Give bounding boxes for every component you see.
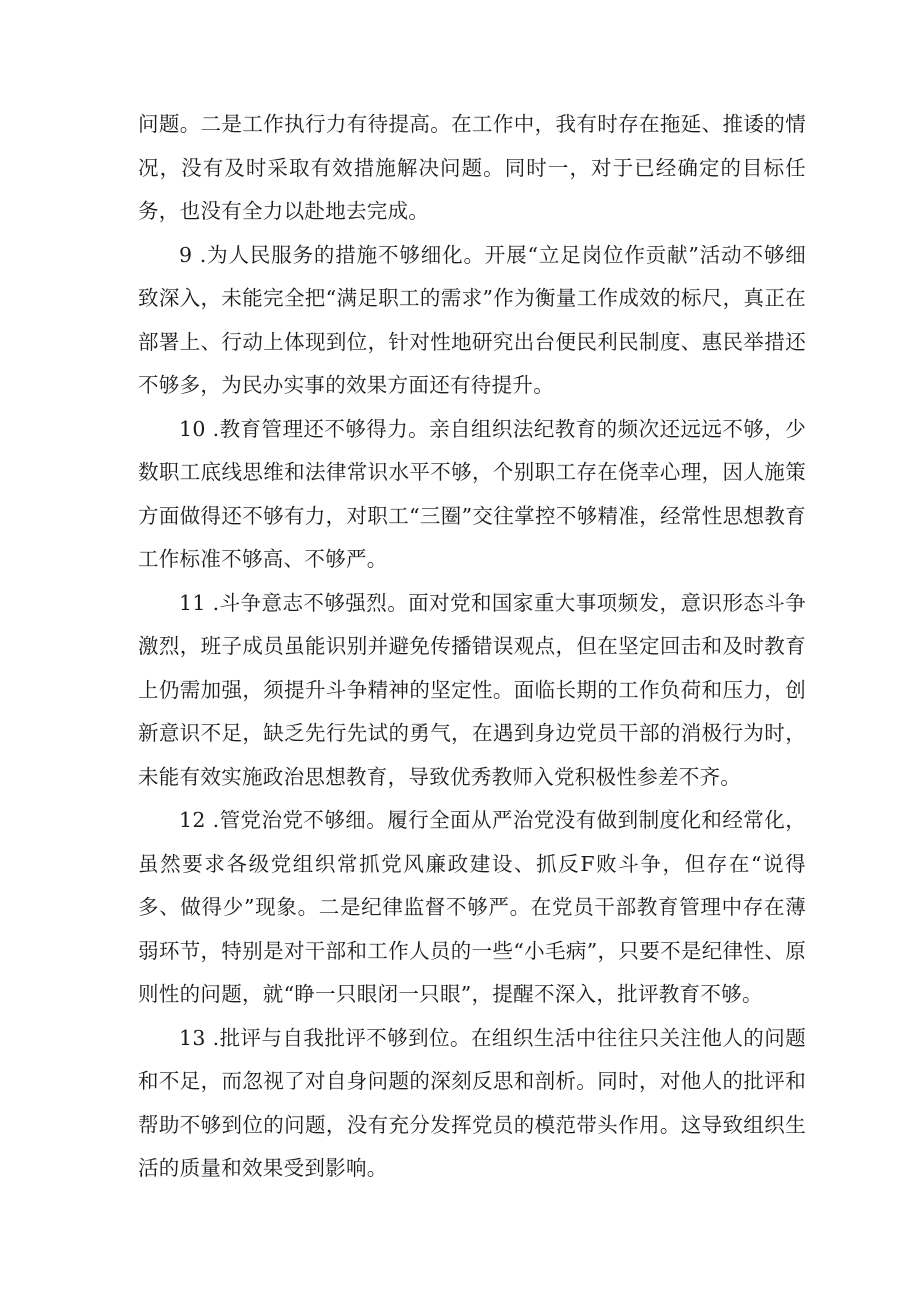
document-body xyxy=(138,103,806,1191)
paragraph-item-12: 12 .管党治党不够细。履行全面从严治党没有做到制度化和经常化，虽然要求各级党组织常抓党风廉政建设、抓反F败斗争，但存在“说得多、做得少”现象。二是纪律监督不够严。在党员干部教育管理中存在薄弱环节，特别是对干部和工作人员的一些“小毛病”，只要不是纪律性、原则性的问题，就“睁一只眼闭一只眼”，提醒不深入，批评教育不够。 xyxy=(138,808,806,1006)
paragraph-continuation: 问题。二是工作执行力有待提高。在工作中，我有时存在拖延、推诿的情况，没有及时采取有效措施解决问题。同时一，对于已经确定的目标任务，也没有全力以赴地去完成。 xyxy=(138,112,806,223)
paragraph-item-10: 10 .教育管理还不够得力。亲自组织法纪教育的频次还远远不够，少数职工底线思维和法律常识水平不够，个别职工存在侥幸心理，因人施策方面做得还不够有力，对职工“三圈”交往掌控不够精准，经常性思想教育工作标准不够高、不够严。 xyxy=(138,416,806,571)
paragraph-item-9: 9 .为人民服务的措施不够细化。开展“立足岗位作贡献”活动不够细致深入，未能完全把“满足职工的需求”作为衡量工作成效的标尺，真正在部署上、行动上体现到位，针对性地研究出台便民利民制度、惠民举措还不够多，为民办实事的效果方面还有待提升。 xyxy=(138,242,806,397)
paragraph-item-11: 11 .斗争意志不够强烈。面对党和国家重大事项频发，意识形态斗争激烈，班子成员虽能识别并避免传播错误观点，但在坚定回击和及时教育上仍需加强，须提升斗争精神的坚定性。面临长期的工作负荷和压力，创新意识不足，缺乏先行先试的勇气，在遇到身边党员干部的消极行为时，未能有效实施政治思想教育，导致优秀教师入党积极性参差不齐。 xyxy=(138,590,806,789)
paragraph-item-13: 13 .批评与自我批评不够到位。在组织生活中往往只关注他人的问题和不足，而忽视了对自身问题的深刻反思和剖析。同时，对他人的批评和帮助不够到位的问题，没有充分发挥党员的模范带头作用。这导致组织生活的质量和效果受到影响。 xyxy=(138,1025,806,1180)
